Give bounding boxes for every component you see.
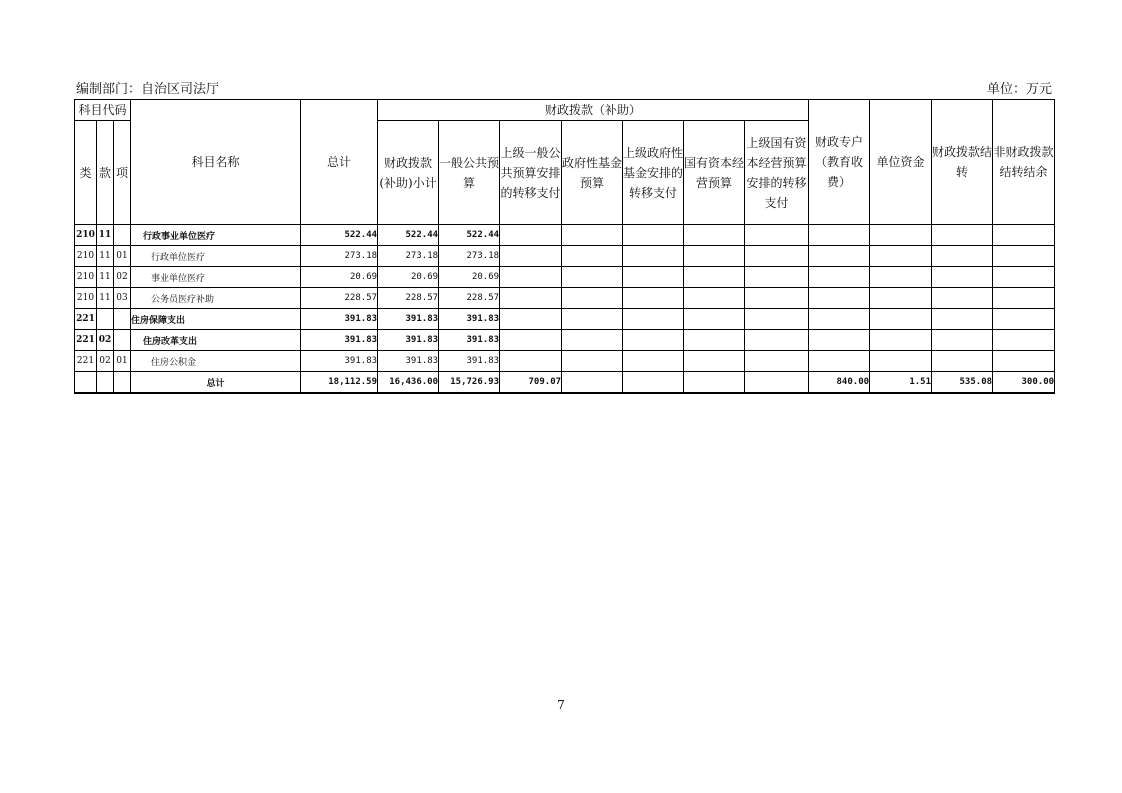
total-cell: 391.83 (301, 330, 378, 351)
nonfiscal-carryover-cell (993, 225, 1055, 246)
upper-capital-cell (745, 225, 809, 246)
unit-fund-header: 单位资金 (870, 100, 932, 225)
gov-fund-cell (562, 288, 623, 309)
carryover-cell (932, 288, 993, 309)
upper-capital-cell (745, 309, 809, 330)
fiscal-subtotal-cell: 391.83 (378, 309, 439, 330)
fiscal-subtotal-cell: 391.83 (378, 351, 439, 372)
general-public-cell: 522.44 (439, 225, 500, 246)
xiang-cell (114, 309, 131, 330)
upper-general-cell (500, 309, 562, 330)
special-edu-header: 财政专户（教育收费） (809, 100, 870, 225)
total-cell: 522.44 (301, 225, 378, 246)
state-capital-cell (684, 267, 745, 288)
upper-fund-cell (623, 309, 684, 330)
nonfiscal-carryover-cell (993, 309, 1055, 330)
total-cell: 273.18 (301, 246, 378, 267)
xiang-cell: 02 (114, 267, 131, 288)
special-edu-cell (809, 267, 870, 288)
name-header: 科目名称 (131, 100, 301, 225)
upper-capital-cell (745, 288, 809, 309)
nonfiscal-carryover-cell: 300.00 (993, 372, 1055, 394)
general-public-cell: 391.83 (439, 351, 500, 372)
fiscal-subtotal-cell: 522.44 (378, 225, 439, 246)
page-number: 7 (557, 698, 565, 712)
header-row-1 (75, 100, 1055, 121)
nonfiscal-carryover-cell (993, 246, 1055, 267)
upper-fund-cell (623, 351, 684, 372)
upper-general-cell (500, 351, 562, 372)
carryover-cell (932, 330, 993, 351)
upper-capital-cell (745, 372, 809, 394)
total-cell: 391.83 (301, 309, 378, 330)
name-cell: 住房公积金 (131, 351, 301, 372)
lei-cell: 210 (75, 267, 97, 288)
fiscal-subtotal-header: 财政拨款(补助)小计 (378, 121, 439, 225)
nonfiscal-carryover-header: 非财政拨款结转结余 (993, 100, 1055, 225)
upper-general-cell (500, 225, 562, 246)
general-public-cell: 273.18 (439, 246, 500, 267)
gov-fund-cell (562, 267, 623, 288)
carryover-cell (932, 309, 993, 330)
special-edu-cell (809, 330, 870, 351)
xiang-cell (114, 330, 131, 351)
unit-fund-cell: 1.51 (870, 372, 932, 394)
upper-fund-cell (623, 267, 684, 288)
gov-fund-header: 政府性基金预算 (562, 121, 623, 225)
lei-cell: 210 (75, 288, 97, 309)
special-edu-cell (809, 351, 870, 372)
unit-fund-cell (870, 267, 932, 288)
lei-cell: 221 (75, 309, 97, 330)
code-group-header: 科目代码 (75, 100, 131, 121)
gov-fund-cell (562, 225, 623, 246)
kuan-cell (97, 372, 114, 394)
fiscal-subtotal-cell: 20.69 (378, 267, 439, 288)
carryover-cell (932, 267, 993, 288)
name-cell: 住房改革支出 (131, 330, 301, 351)
unit-fund-cell (870, 309, 932, 330)
gov-fund-cell (562, 372, 623, 394)
carryover-cell (932, 246, 993, 267)
total-cell: 391.83 (301, 351, 378, 372)
lei-header: 类 (75, 121, 97, 225)
table-row (75, 246, 1055, 267)
unit-fund-cell (870, 225, 932, 246)
carryover-header: 财政拨款结转 (932, 100, 993, 225)
lei-cell: 210 (75, 225, 97, 246)
xiang-header: 项 (114, 121, 131, 225)
gov-fund-cell (562, 246, 623, 267)
name-cell: 公务员医疗补助 (131, 288, 301, 309)
total-header: 总计 (301, 100, 378, 225)
kuan-cell: 02 (97, 351, 114, 372)
upper-fund-cell (623, 225, 684, 246)
kuan-cell: 11 (97, 288, 114, 309)
upper-fund-cell (623, 372, 684, 394)
table-row (75, 351, 1055, 372)
unit-fund-cell (870, 330, 932, 351)
state-capital-cell (684, 288, 745, 309)
lei-cell (75, 372, 97, 394)
state-capital-header: 国有资本经营预算 (684, 121, 745, 225)
upper-capital-cell (745, 267, 809, 288)
name-cell: 行政单位医疗 (131, 246, 301, 267)
kuan-cell: 11 (97, 246, 114, 267)
upper-general-cell (500, 330, 562, 351)
fiscal-subtotal-cell: 391.83 (378, 330, 439, 351)
state-capital-cell (684, 351, 745, 372)
special-edu-cell (809, 309, 870, 330)
fiscal-subtotal-cell: 16,436.00 (378, 372, 439, 394)
upper-capital-cell (745, 246, 809, 267)
xiang-cell (114, 225, 131, 246)
carryover-cell (932, 351, 993, 372)
special-edu-cell: 840.00 (809, 372, 870, 394)
state-capital-cell (684, 246, 745, 267)
unit-fund-cell (870, 246, 932, 267)
budget-table (74, 99, 1055, 394)
upper-general-cell: 709.07 (500, 372, 562, 394)
nonfiscal-carryover-cell (993, 351, 1055, 372)
kuan-cell: 11 (97, 225, 114, 246)
lei-cell: 210 (75, 246, 97, 267)
upper-general-header: 上级一般公共预算安排的转移支付 (500, 121, 562, 225)
name-cell: 事业单位医疗 (131, 267, 301, 288)
general-public-cell: 20.69 (439, 267, 500, 288)
fiscal-subtotal-cell: 273.18 (378, 246, 439, 267)
lei-cell: 221 (75, 351, 97, 372)
kuan-cell: 11 (97, 267, 114, 288)
state-capital-cell (684, 330, 745, 351)
general-public-cell: 391.83 (439, 330, 500, 351)
table-row (75, 267, 1055, 288)
general-public-cell: 15,726.93 (439, 372, 500, 394)
nonfiscal-carryover-cell (993, 330, 1055, 351)
xiang-cell: 03 (114, 288, 131, 309)
gov-fund-cell (562, 309, 623, 330)
editing-department: 编制部门：自治区司法厅 (76, 82, 220, 97)
table-row (75, 330, 1055, 351)
total-label-cell: 总计 (131, 372, 301, 394)
upper-capital-cell (745, 351, 809, 372)
xiang-cell: 01 (114, 351, 131, 372)
total-cell: 18,112.59 (301, 372, 378, 394)
upper-general-cell (500, 246, 562, 267)
unit-fund-cell (870, 288, 932, 309)
special-edu-cell (809, 288, 870, 309)
nonfiscal-carryover-cell (993, 267, 1055, 288)
kuan-cell (97, 309, 114, 330)
fiscal-subtotal-cell: 228.57 (378, 288, 439, 309)
gov-fund-cell (562, 330, 623, 351)
general-public-header: 一般公共预算 (439, 121, 500, 225)
upper-capital-header: 上级国有资本经营预算安排的转移支付 (745, 121, 809, 225)
upper-general-cell (500, 288, 562, 309)
upper-general-cell (500, 267, 562, 288)
state-capital-cell (684, 372, 745, 394)
gov-fund-cell (562, 351, 623, 372)
kuan-cell: 02 (97, 330, 114, 351)
upper-fund-cell (623, 246, 684, 267)
special-edu-cell (809, 246, 870, 267)
total-cell: 20.69 (301, 267, 378, 288)
total-row (75, 372, 1055, 394)
lei-cell: 221 (75, 330, 97, 351)
table-row (75, 225, 1055, 246)
kuan-header: 款 (97, 121, 114, 225)
upper-fund-cell (623, 330, 684, 351)
special-edu-cell (809, 225, 870, 246)
table-row (75, 288, 1055, 309)
state-capital-cell (684, 309, 745, 330)
unit-label: 单位：万元 (986, 82, 1052, 97)
general-public-cell: 391.83 (439, 309, 500, 330)
unit-fund-cell (870, 351, 932, 372)
fiscal-group-header: 财政拨款（补助） (378, 100, 809, 121)
state-capital-cell (684, 225, 745, 246)
upper-capital-cell (745, 330, 809, 351)
upper-fund-header: 上级政府性基金安排的转移支付 (623, 121, 684, 225)
total-cell: 228.57 (301, 288, 378, 309)
xiang-cell (114, 372, 131, 394)
table-row (75, 309, 1055, 330)
carryover-cell: 535.08 (932, 372, 993, 394)
xiang-cell: 01 (114, 246, 131, 267)
upper-fund-cell (623, 288, 684, 309)
name-cell: 行政事业单位医疗 (131, 225, 301, 246)
nonfiscal-carryover-cell (993, 288, 1055, 309)
name-cell: 住房保障支出 (131, 309, 301, 330)
general-public-cell: 228.57 (439, 288, 500, 309)
carryover-cell (932, 225, 993, 246)
